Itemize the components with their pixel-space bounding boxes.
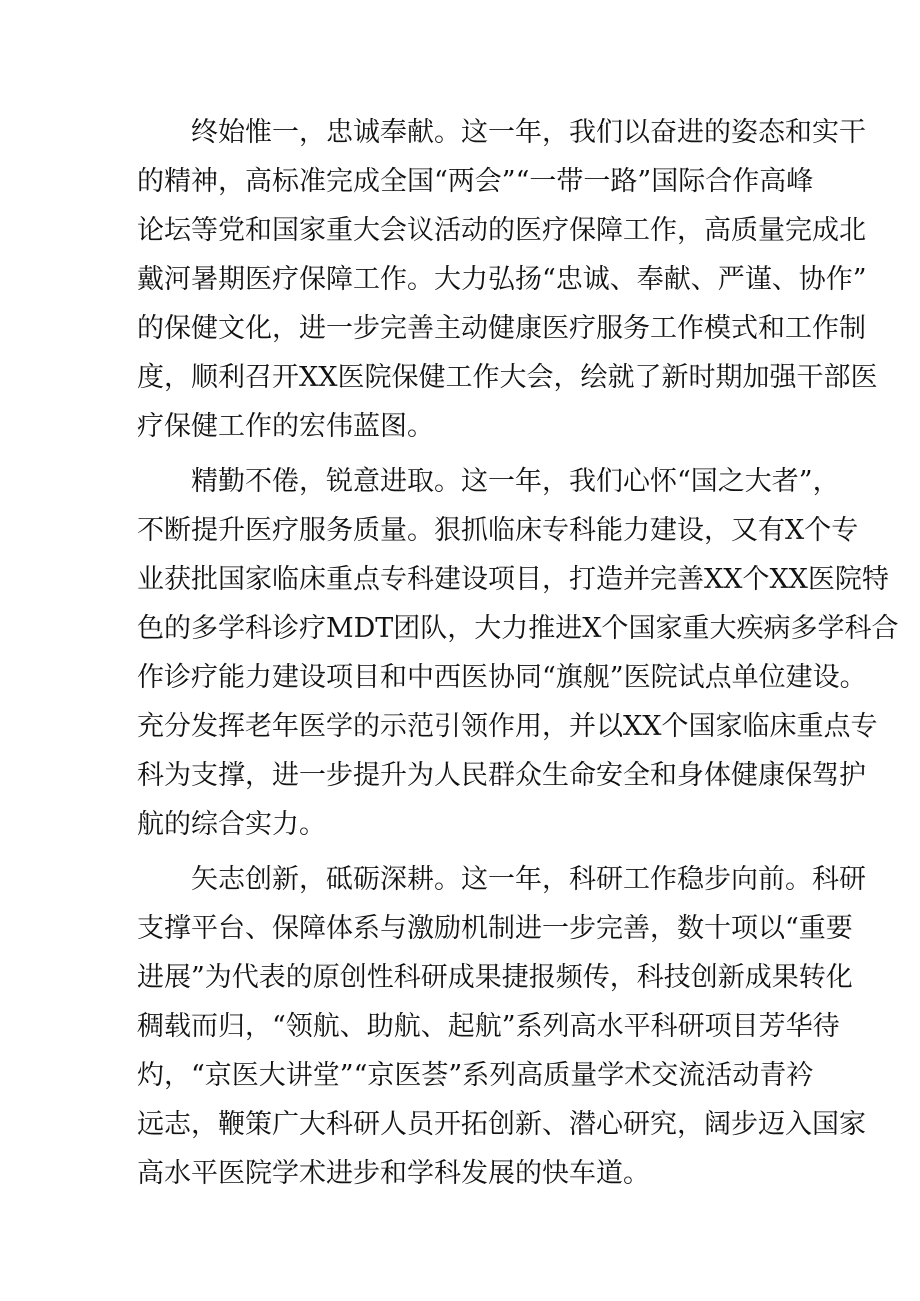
- text-line: 的精神，高标准完成全国“两会”“一带一路”国际合作高峰: [137, 166, 814, 197]
- text-line: 稠载而归，“领航、助航、起航”系列高水平科研项目芳华待: [137, 1011, 840, 1042]
- text-line: 航的综合实力。: [137, 809, 326, 840]
- text-line: 精勤不倦，锐意进取。这一年，我们心怀“国之大者”，: [191, 466, 840, 497]
- text-line: 科为支撑，进一步提升为人民群众生命安全和身体健康保驾护: [137, 760, 866, 791]
- text-line: 色的多学科诊疗MDT团队，大力推进X个国家重大疾病多学科合: [137, 613, 899, 644]
- paragraph-loyalty: [137, 108, 878, 451]
- text-line: 支撑平台、保障体系与激励机制进一步完善，数十项以“重要: [137, 913, 853, 944]
- text-line: 疗保健工作的宏伟蓝图。: [137, 411, 434, 442]
- text-line: 论坛等党和国家重大会议活动的医疗保障工作，高质量完成北: [137, 215, 866, 246]
- text-line: 作诊疗能力建设项目和中西医协同“旗舰”医院试点单位建设。: [137, 662, 867, 693]
- text-line: 的保健文化，进一步完善主动健康医疗服务工作模式和工作制: [137, 313, 866, 344]
- paragraph-diligence: [137, 457, 899, 849]
- text-line: 进展”为代表的原创性科研成果捷报频传，科技创新成果转化: [137, 962, 853, 993]
- text-line: 远志，鞭策广大科研人员开拓创新、潜心研究，阔步迈入国家: [137, 1109, 866, 1140]
- text-line: 高水平医院学术进步和学科发展的快车道。: [137, 1158, 650, 1189]
- text-line: 终始惟一，忠诚奉献。这一年，我们以奋进的姿态和实干: [191, 117, 866, 148]
- text-line: 充分发挥老年医学的示范引领作用，并以XX个国家临床重点专: [137, 711, 878, 742]
- text-line: 度，顺利召开XX医院保健工作大会，绘就了新时期加强干部医: [137, 362, 878, 393]
- text-line: 不断提升医疗服务质量。狠抓临床专科能力建设，又有X个专: [137, 515, 859, 546]
- text-line: 业获批国家临床重点专科建设项目，打造并完善XX个XX医院特: [137, 564, 889, 595]
- document-body: [137, 108, 899, 1204]
- text-line: 矢志创新，砥砺深耕。这一年，科研工作稳步向前。科研: [191, 864, 866, 895]
- text-line: 灼，“京医大讲堂”“京医荟”系列高质量学术交流活动青衿: [137, 1060, 814, 1091]
- text-line: 戴河暑期医疗保障工作。大力弘扬“忠诚、奉献、严谨、协作”: [137, 264, 867, 295]
- paragraph-innovation: [137, 855, 866, 1198]
